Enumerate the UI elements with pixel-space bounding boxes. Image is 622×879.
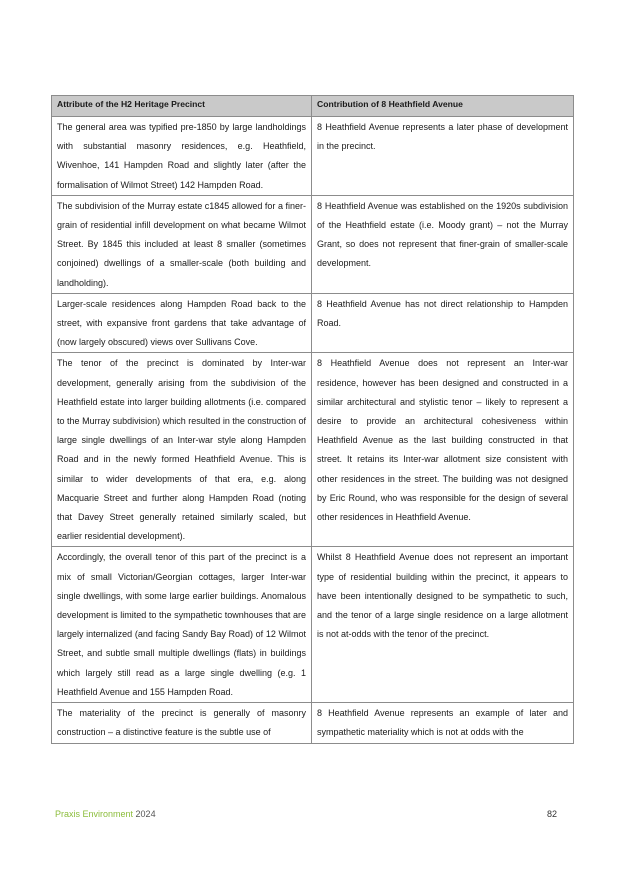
header-contribution: Contribution of 8 Heathfield Avenue xyxy=(312,96,574,117)
table-row xyxy=(52,703,574,743)
contribution-cell: 8 Heathfield Avenue was established on the 1920s subdivision of the Heathfield estate (i.e. Moody grant) – not the Murray Grant, so does not represent that finer-grain of smaller-scale development. xyxy=(312,195,574,293)
attribute-cell: Accordingly, the overall tenor of this part of the precinct is a mix of small Victorian/Georgian cottages, larger Inter-war single dwellings, with some large earlier buildings. Anomalous development is limited to the sympathetic townhouses that are largely internalized (and facing Sandy Bay Road) of 12 Wilmot Street, and subtle small multiple dwellings (flats) in buildings which largely still read as a large single dwelling (e.g. 1 Heathfield Avenue and 155 Hampden Road. xyxy=(52,547,312,703)
table-row xyxy=(52,195,574,293)
attribute-cell: The subdivision of the Murray estate c1845 allowed for a finer-grain of residential infill development on what became Wilmot Street. By 1845 this included at least 8 smaller (sometimes conjoined) dwellings of a smaller-scale (both building and landholding). xyxy=(52,195,312,293)
contribution-cell: 8 Heathfield Avenue represents an example of later and sympathetic materiality which is not at odds with the xyxy=(312,703,574,743)
contribution-cell: Whilst 8 Heathfield Avenue does not represent an important type of residential building within the precinct, it appears to have been intentionally designed to be sympathetic to such, and the tenor of a large single residence on a large allotment is not at-odds with the tenor of the precinct. xyxy=(312,547,574,703)
footer-year: 2024 xyxy=(135,809,156,819)
contribution-cell: 8 Heathfield Avenue represents a later phase of development in the precinct. xyxy=(312,117,574,196)
table-row xyxy=(52,547,574,703)
page-footer xyxy=(55,809,557,819)
page-number: 82 xyxy=(546,809,557,819)
attribute-cell: The general area was typified pre-1850 by large landholdings with substantial masonry residences, e.g. Heathfield, Wivenhoe, 141 Hampden Road and slightly later (after the formalisation of Wilmot Street) 142 Hampden Road. xyxy=(52,117,312,196)
table-row xyxy=(52,117,574,196)
contribution-cell: 8 Heathfield Avenue has not direct relationship to Hampden Road. xyxy=(312,293,574,353)
table-row xyxy=(52,293,574,353)
contribution-cell: 8 Heathfield Avenue does not represent an Inter-war residence, however has been designed and constructed in a similar architectural and stylistic tenor – likely to represent a desire to provide an architectural cohesiveness within Heathfield Avenue as the last building constructed in that street. It retains its Inter-war allotment size consistent with other residences in the street. The building was not designed by Eric Round, who was responsible for the design of several other residences in Heathfield Avenue. xyxy=(312,353,574,547)
header-attribute: Attribute of the H2 Heritage Precinct xyxy=(52,96,312,117)
attribute-cell: The materiality of the precinct is generally of masonry construction – a distinctive feature is the subtle use of xyxy=(52,703,312,743)
table-row xyxy=(52,353,574,547)
footer-company: Praxis Environment xyxy=(55,809,134,819)
attribute-cell: The tenor of the precinct is dominated by Inter-war development, generally arising from the subdivision of the Heathfield estate into larger building allotments (i.e. compared to the Murray subdivision) which resulted in the construction of large single dwellings of an Inter-war style along Hampden Road and in the newly formed Heathfield Avenue. This is similar to wider developments of that era, e.g. along Macquarie Street and further along Hampden Road (noting that Davey Street generally retained similarly scaled, but earlier residential development). xyxy=(52,353,312,547)
table-header-row xyxy=(52,96,574,117)
attribute-cell: Larger-scale residences along Hampden Road back to the street, with expansive front gardens that take advantage of (now largely obscured) views over Sullivans Cove. xyxy=(52,293,312,353)
heritage-attributes-table xyxy=(51,95,574,744)
